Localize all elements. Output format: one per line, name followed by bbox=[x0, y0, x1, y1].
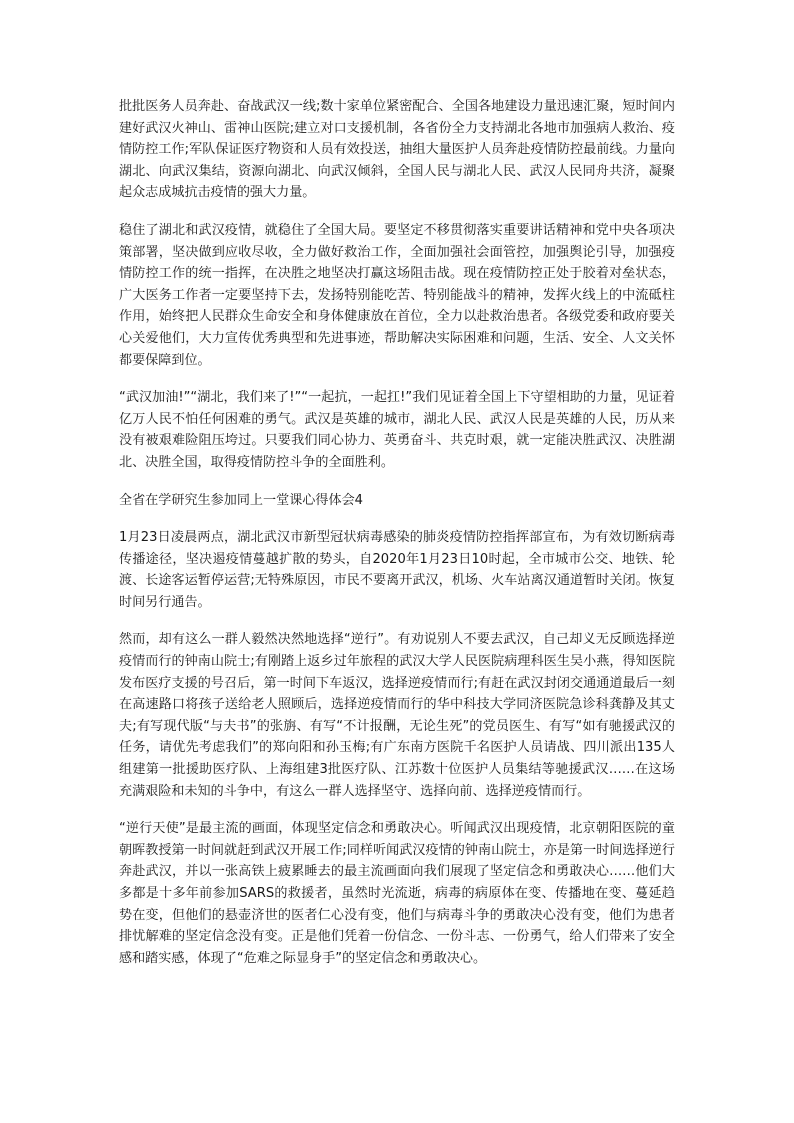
paragraph-gap bbox=[119, 474, 675, 490]
paragraph-gap bbox=[119, 802, 675, 818]
body-paragraph-3: “武汉加油!”“湖北，我们来了!”“一起抗，一起扛!”我们见证着全国上下守望相助的力量，见证着亿万人民不怕任何困难的勇气。武汉是英雄的城市，湖北人民、武汉人民是英雄的人民，历从来没有被艰难险阻压垮过。只要我们同心协力、英勇奋斗、共克时艰，就一定能决胜武汉、决胜湖北、决胜全国，取得疫情防控斗争的全面胜利。 bbox=[119, 390, 675, 470]
document-page bbox=[119, 96, 675, 969]
paragraph-gap bbox=[119, 371, 675, 387]
paragraph-gap bbox=[119, 204, 675, 220]
body-paragraph-1: 批批医务人员奔赴、奋战武汉一线;数十家单位紧密配合、全国各地建设力量迅速汇聚，短时间内建好武汉火神山、雷神山医院;建立对口支援机制，各省份全力支持湖北各地市加强病人救治、疫情防控工作;军队保证医疗物资和人员有效投送，抽组大量医护人员奔赴疫情防控最前线。力量向湖北、向武汉集结，资源向湖北、向武汉倾斜，全国人民与湖北人民、武汉人民同舟共济，凝聚起众志成城抗击疫情的强大力量。 bbox=[119, 99, 675, 201]
section-paragraph-2: 然而，却有这么一群人毅然决然地选择“逆行”。有劝说别人不要去武汉，自己却义无反顾选择逆疫情而行的钟南山院士;有刚踏上返乡过年旅程的武汉大学人民医院病理科医生吴小燕，得知医院发布医疗支援的号召后，第一时间下车返汉，选择逆疫情而行;有赶在武汉封闭交通通道最后一刻在高速路口将孩子送给老人照顾后，选择逆疫情而行的华中科技大学同济医院急诊科龚静及其丈夫;有写现代版“与夫书”的张旃、有写“不计报酬，无论生死”的党员医生、有写“如有驰援武汉的任务，请优先考虑我们”的郑向阳和孙玉梅;有广东南方医院千名医护人员请战、四川派出135人组建第一批援助医疗队、上海组建3批医疗队、江苏数十位医护人员集结等驰援武汉……在这场充满艰险和未知的斗争中，有这么一群人选择坚守、选择向前、选择逆疫情而行。 bbox=[119, 632, 675, 799]
section-paragraph-1: 1月23日凌晨两点，湖北武汉市新型冠状病毒感染的肺炎疫情防控指挥部宣布，为有效切断病毒传播途径，坚决遏疫情蔓越扩散的势头，自2020年1月23日10时起，全市城市公交、地铁、轮渡、长途客运暂停运营;无特殊原因，市民不要离开武汉，机场、火车站离汉通道暂时关闭。恢复时间另行通告。 bbox=[119, 530, 675, 610]
body-paragraph-2: 稳住了湖北和武汉疫情，就稳住了全国大局。要坚定不移贯彻落实重要讲话精神和党中央各项决策部署，坚决做到应收尽收，全力做好救治工作，全面加强社会面管控，加强舆论引导，加强疫情防控工作的统一指挥，在决胜之地坚决打赢这场阻击战。现在疫情防控正处于胶着对垒状态，广大医务工作者一定要坚持下去，发扬特别能吃苦、特别能战斗的精神，发挥火线上的中流砥柱作用，始终把人民群众生命安全和身体健康放在首位，全力以赴救治患者。各级党委和政府要关心关爱他们，大力宣传优秀典型和先进事迹，帮助解决实际困难和问题，生活、安全、人文关怀都要保障到位。 bbox=[119, 222, 675, 368]
paragraph-gap bbox=[119, 511, 675, 527]
section-paragraph-3: “逆行天使”是最主流的画面，体现坚定信念和勇敢决心。听闻武汉出现疫情，北京朝阳医院的童朝晖教授第一时间就赶到武汉开展工作;同样听闻武汉疫情的钟南山院士，亦是第一时间选择逆行奔赴武汉，并以一张高铁上疲累睡去的最主流画面向我们展现了坚定信念和勇敢决心……他们大多都是十多年前参加SARS的救援者，虽然时光流逝，病毒的病原体在变、传播地在变、蔓延趋势在变，但他们的悬壶济世的医者仁心没有变，他们与病毒斗争的勇敢决心没有变，他们为患者排忧解难的坚定信念没有变。正是他们凭着一份信念、一份斗志、一份勇气，给人们带来了安全感和踏实感，体现了“危难之际显身手”的坚定信念和勇敢决心。 bbox=[119, 821, 675, 966]
paragraph-gap bbox=[119, 613, 675, 629]
section-heading: 全省在学研究生参加同上一堂课心得体会4 bbox=[119, 492, 364, 508]
